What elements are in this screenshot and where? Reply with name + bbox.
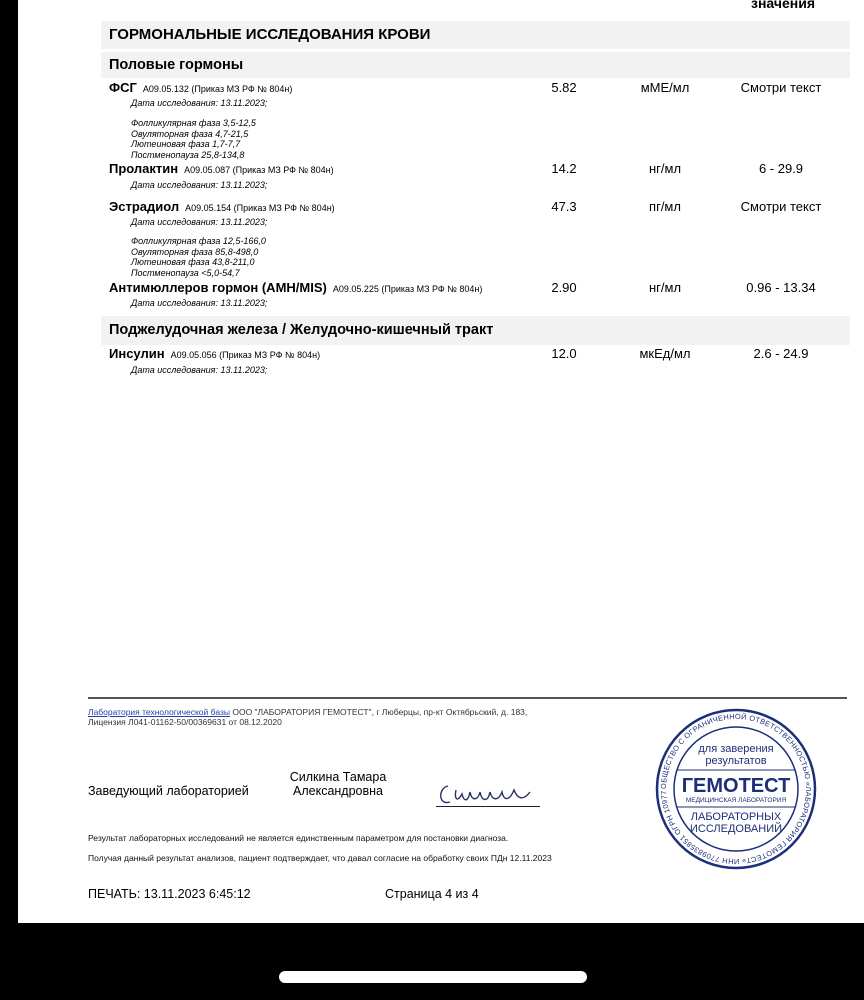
head-name: Силкина Тамара Александровна <box>289 770 387 798</box>
test-unit: мкЕд/мл <box>639 346 691 361</box>
test-value: 12.0 <box>551 346 577 361</box>
column-header-fragment: значения <box>751 0 815 11</box>
test-reference: Смотри текст <box>740 80 822 95</box>
svg-text:ОБЩЕСТВО С ОГРАНИЧЕННОЙ ОТВЕТС: ОБЩЕСТВО С ОГРАНИЧЕННОЙ ОТВЕТСТВЕННОСТЬЮ «ЛАБОРАТОРИЯ ГЕМОТЕСТ» ИНН 7709835851 ОГРН 10977 <box>658 711 814 867</box>
signature-icon <box>436 776 546 810</box>
test-name-amh: Антимюллеров гормон (AMH/MIS) A09.05.225 (Приказ МЗ РФ № 804н) <box>109 280 483 295</box>
subsection-title-sex-hormones: Половые гормоны <box>101 52 850 78</box>
section-title: ГОРМОНАЛЬНЫЕ ИССЛЕДОВАНИЯ КРОВИ <box>101 21 850 49</box>
svg-text:для заверения: для заверения <box>698 743 774 755</box>
subsection-title-pancreas: Поджелудочная железа / Желудочно-кишечный тракт <box>101 316 850 345</box>
disclaimer-1: Результат лабораторных исследований не является единственным параметром для постановки диагноза. <box>88 833 509 843</box>
lab-link[interactable]: Лаборатория технологической базы <box>88 707 230 717</box>
test-date: Дата исследования: 13.11.2023; <box>131 298 268 308</box>
test-unit: нг/мл <box>648 161 682 176</box>
reference-note: Фолликулярная фаза 3,5-12,5 Овуляторная фаза 4,7-21,5 Лютеиновая фаза 1,7-7,7 Постменопауза 25,8-134,8 <box>131 118 256 160</box>
test-name-insulin: Инсулин A09.05.056 (Приказ МЗ РФ № 804н) <box>109 346 321 361</box>
test-name-prolactin: Пролактин A09.05.087 (Приказ МЗ РФ № 804н) <box>109 161 334 176</box>
lab-address: Лаборатория технологической базы ООО "ЛАБОРАТОРИЯ ГЕМОТЕСТ", г Люберцы, пр-кт Октябрьский, д. 183, <box>88 707 528 717</box>
page-number: Страница 4 из 4 <box>385 887 479 901</box>
lab-stamp <box>655 708 817 870</box>
reference-note: Фолликулярная фаза 12,5-166,0 Овуляторная фаза 85,8-498,0 Лютеиновая фаза 43,8-211,0 Постменопауза <5,0-54,7 <box>131 236 266 278</box>
test-name-fsh: ФСГ A09.05.132 (Приказ МЗ РФ № 804н) <box>109 80 293 95</box>
test-value: 14.2 <box>551 161 577 176</box>
test-date: Дата исследования: 13.11.2023; <box>131 365 268 375</box>
footer-divider <box>88 697 847 699</box>
test-date: Дата исследования: 13.11.2023; <box>131 217 268 227</box>
test-unit: нг/мл <box>648 280 682 295</box>
test-date: Дата исследования: 13.11.2023; <box>131 98 268 108</box>
head-label: Заведующий лабораторией <box>88 784 249 798</box>
svg-text:результатов: результатов <box>705 755 767 767</box>
svg-text:ИССЛЕДОВАНИЙ: ИССЛЕДОВАНИЙ <box>689 823 783 835</box>
test-value: 5.82 <box>551 80 577 95</box>
svg-text:ГЕМОТЕСТ: ГЕМОТЕСТ <box>681 775 791 797</box>
home-indicator[interactable] <box>279 971 587 983</box>
svg-text:ЛАБОРАТОРНЫХ: ЛАБОРАТОРНЫХ <box>690 811 782 823</box>
test-reference: 0.96 - 13.34 <box>746 280 816 295</box>
test-value: 2.90 <box>551 280 577 295</box>
test-reference: Смотри текст <box>740 199 822 214</box>
test-reference: 2.6 - 24.9 <box>753 346 809 361</box>
signature-line <box>436 806 540 807</box>
print-datetime: ПЕЧАТЬ: 13.11.2023 6:45:12 <box>88 887 251 901</box>
test-date: Дата исследования: 13.11.2023; <box>131 180 268 190</box>
test-value: 47.3 <box>551 199 577 214</box>
test-name-estradiol: Эстрадиол A09.05.154 (Приказ МЗ РФ № 804н) <box>109 199 335 214</box>
test-unit: мМЕ/мл <box>640 80 690 95</box>
test-reference: 6 - 29.9 <box>758 161 804 176</box>
stamp-seal-icon <box>655 708 817 870</box>
disclaimer-2: Получая данный результат анализов, пациент подтверждает, что давал согласие на обработку своих ПДн 12.11.2023 <box>88 853 552 863</box>
document-page <box>18 0 864 923</box>
license: Лицензия Л041-01162-50/00369631 от 08.12.2020 <box>88 717 282 727</box>
test-unit: пг/мл <box>649 199 681 214</box>
svg-text:МЕДИЦИНСКАЯ ЛАБОРАТОРИЯ: МЕДИЦИНСКАЯ ЛАБОРАТОРИЯ <box>685 797 787 804</box>
